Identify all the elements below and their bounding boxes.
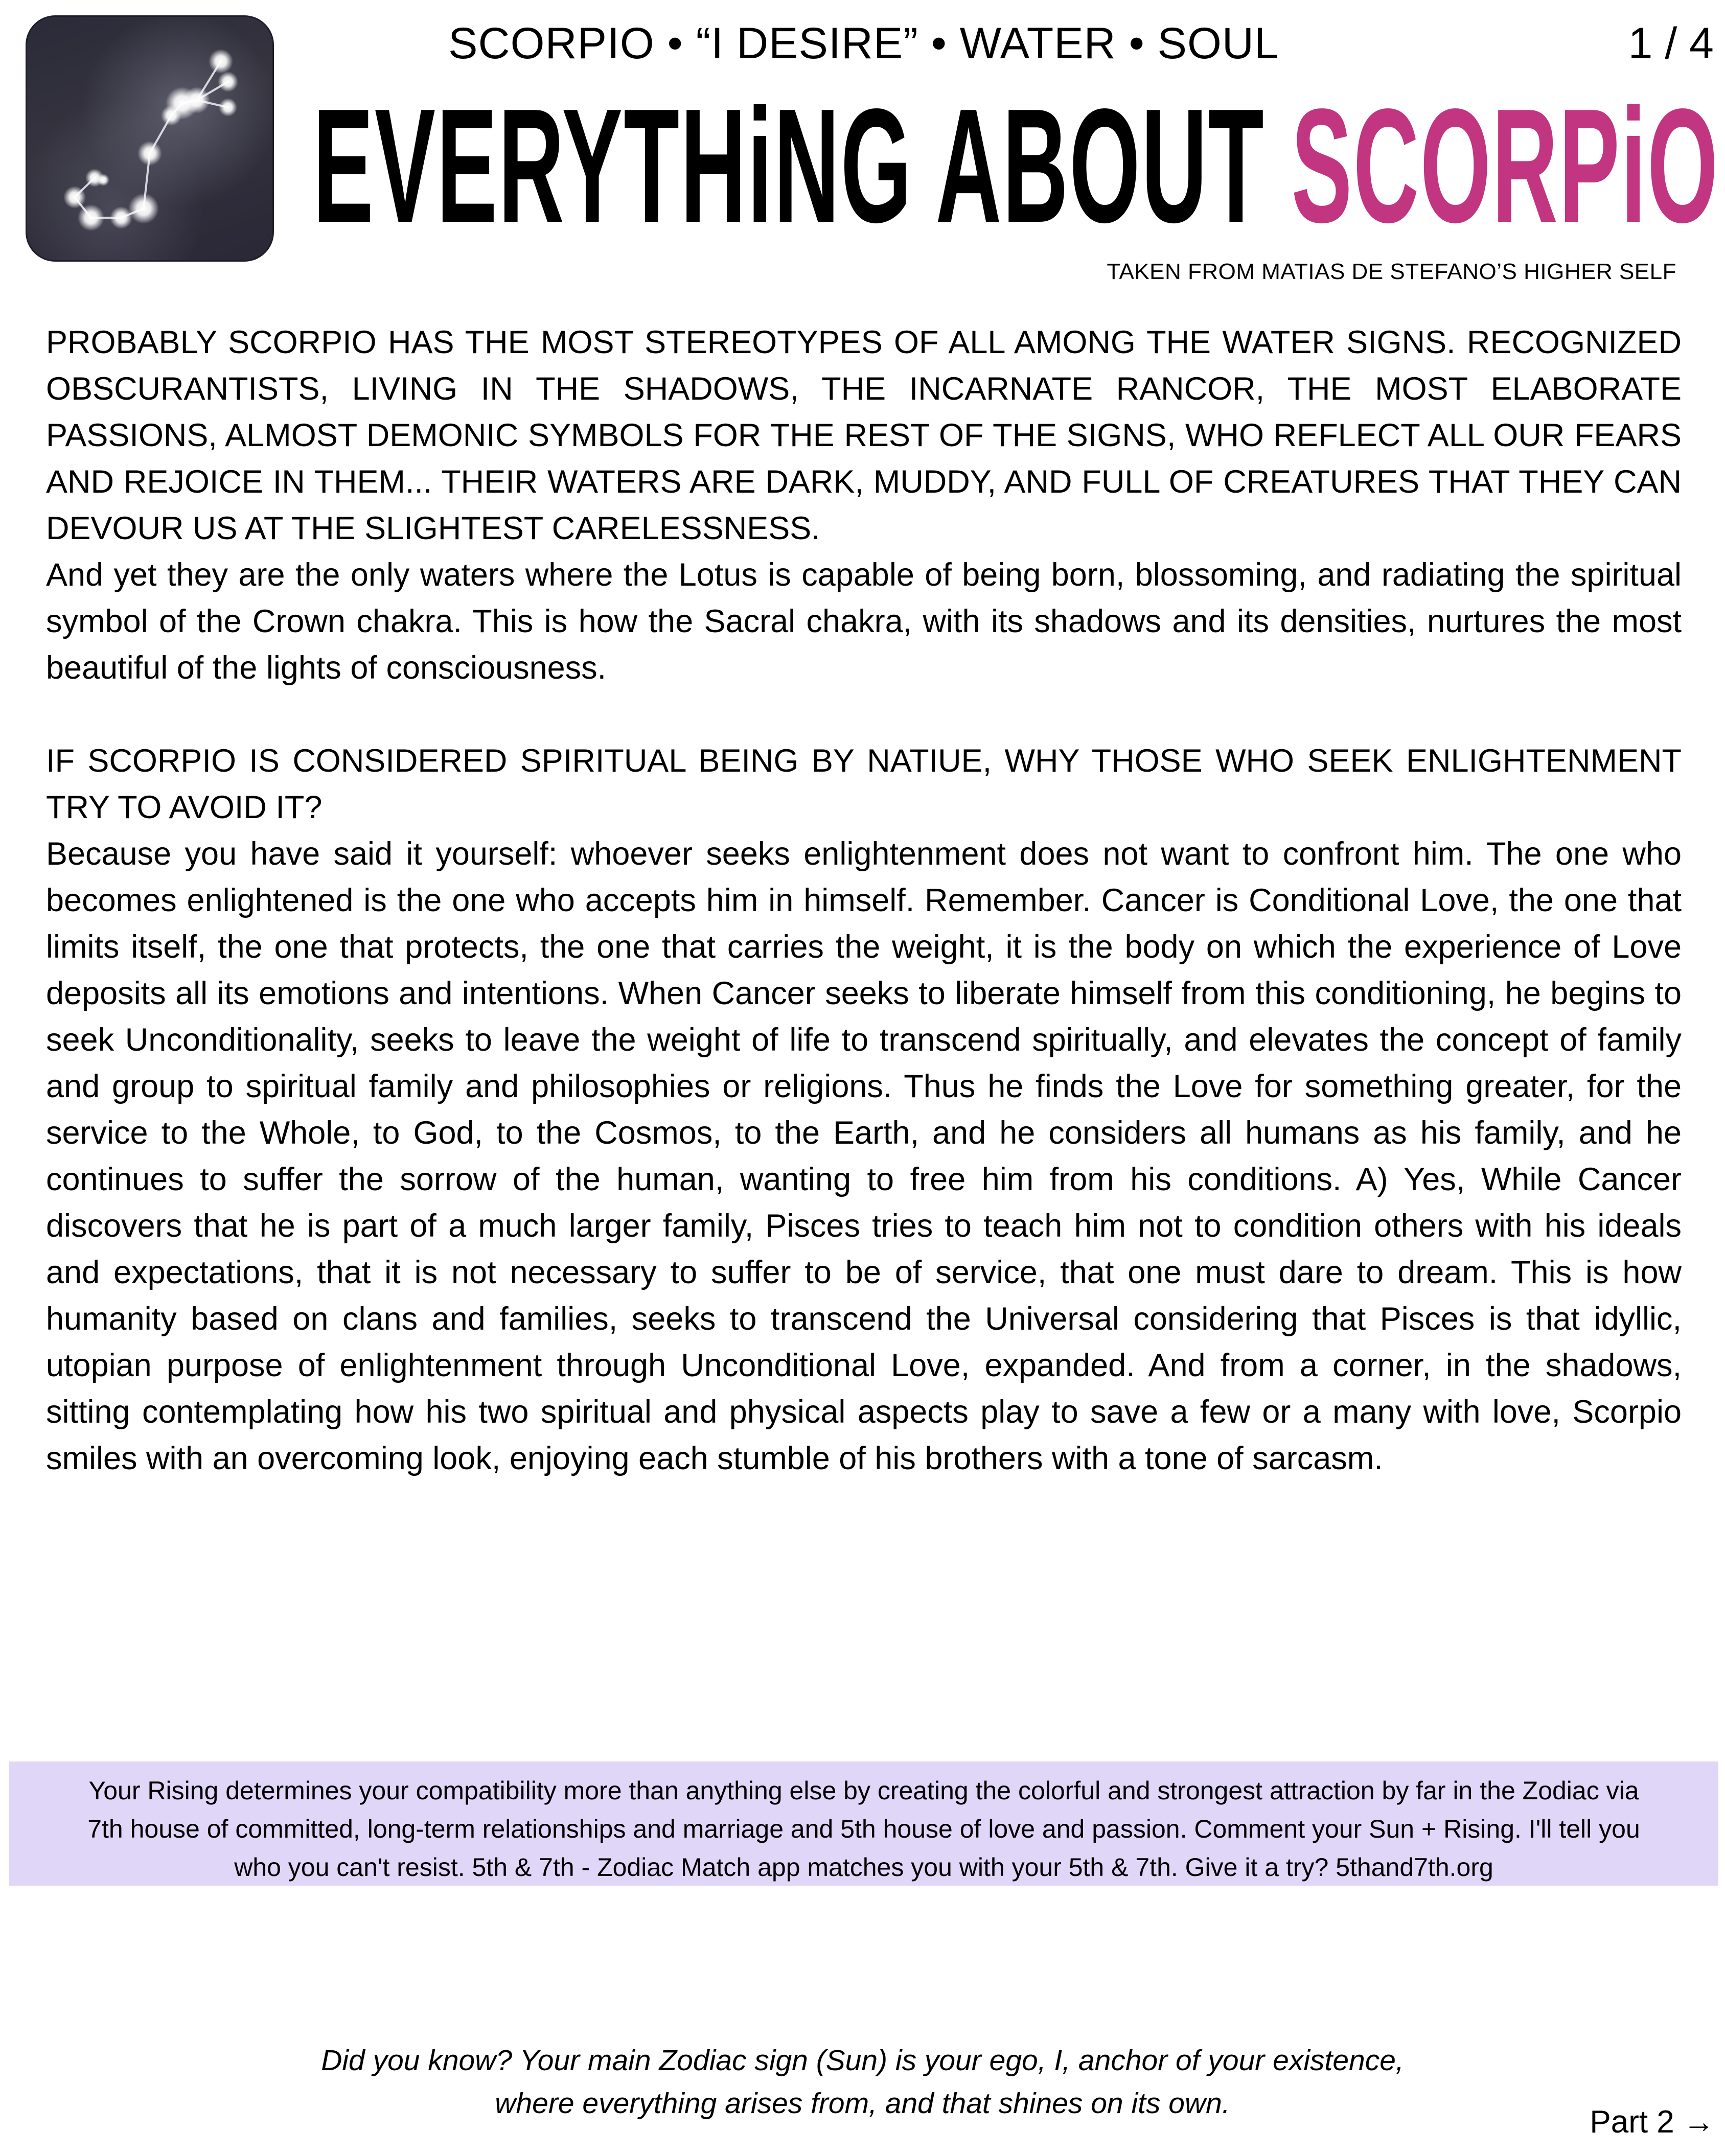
did-you-know-line-2: where everything arises from, and that shines on its own. bbox=[495, 2087, 1230, 2120]
promo-banner-text: Your Rising determines your compatibility more than anything else by creating the colorful and strongest attraction by far in the Zodiac via 7th house of committed, long-term relationships and marriage and 5th house of love and passion. Comment your Sun + Rising. I'll tell you who you can't resist. 5th & 7th - Zodiac Match app matches you with your 5th & 7th. Give it a try? 5thand7th.org bbox=[87, 1776, 1640, 1882]
question-heading: IF SCORPIO IS CONSIDERED SPIRITUAL BEING BY NATIUE, WHY THOSE WHO SEEK ENLIGHTENMENT TRY TO AVOID IT? bbox=[46, 743, 1682, 825]
answer-paragraph: Because you have said it yourself: whoever seeks enlightenment does not want to confront him. The one who becomes enlightened is the one who accepts him in himself. Remember. Cancer is Conditional Love, the one that limits itself, the one that protects, the one that carries the weight, it is the body on which the experience of Love deposits all its emotions and intentions. When Cancer seeks to liberate himself from this conditioning, he begins to seek Unconditionality, seeks to leave the weight of life to transcend spiritually, and elevates the concept of family and group to spiritual family and philosophies or religions. Thus he finds the Love for something greater, for the service to the Whole, to God, to the Cosmos, to the Earth, and he considers all humans as his family, and he continues to suffer the sorrow of the human, wanting to free him from his conditions. A) Yes, While Cancer discovers that he is part of a much larger family, Pisces tries to teach him not to condition others with his ideals and expectations, that it is not necessary to suffer to be of service, that one must dare to dream. This is how humanity based on clans and families, seeks to transcend the Universal considering that Pisces is that idyllic, utopian purpose of enlightenment through Unconditional Love, expanded. And from a corner, in the shadows, sitting contemplating how his two spiritual and physical aspects play to save a few or a many with love, Scorpio smiles with an overcoming look, enjoying each stumble of his brothers with a tone of sarcasm. bbox=[46, 836, 1682, 1476]
source-credit: TAKEN FROM MATIAS DE STEFANO’S HIGHER SELF bbox=[1107, 259, 1676, 284]
page-title bbox=[313, 75, 1719, 257]
next-part-link[interactable]: Part 2 → bbox=[1590, 2104, 1715, 2140]
promo-banner bbox=[9, 1761, 1718, 1886]
intro-caps-paragraph: PROBABLY SCORPIO HAS THE MOST STEREOTYPES OF ALL AMONG THE WATER SIGNS. RECOGNIZED OBSCURANTISTS, LIVING IN THE SHADOWS, THE INCARNATE RANCOR, THE MOST ELABORATE PASSIONS, ALMOST DEMONIC SYMBOLS FOR THE REST OF THE SIGNS, WHO REFLECT ALL OUR FEARS AND REJOICE IN THEM... THEIR WATERS ARE DARK, MUDDY, AND FULL OF CREATURES THAT THEY CAN DEVOUR US AT THE SLIGHTEST CARELESSNESS. bbox=[46, 324, 1682, 546]
did-you-know-line-1: Did you know? Your main Zodiac sign (Sun) is your ego, I, anchor of your existence, bbox=[321, 2044, 1404, 2077]
scorpio-constellation-logo bbox=[26, 15, 274, 262]
sign-tagline: SCORPIO • “I DESIRE” • WATER • SOUL bbox=[448, 19, 1279, 68]
scorpio-constellation-icon bbox=[26, 15, 274, 262]
intro-paragraph: And yet they are the only waters where the Lotus is capable of being born, blossoming, and radiating the spiritual symbol of the Crown chakra. This is how the Sacral chakra, with its shadows and its densities, nurtures the most beautiful of the lights of consciousness. bbox=[46, 557, 1682, 686]
did-you-know-note bbox=[0, 2039, 1725, 2125]
title-prefix: EVERYTHiNG ABOUT bbox=[313, 75, 1292, 257]
article-body bbox=[46, 319, 1682, 1482]
title-accent-sign: SCORPiO bbox=[1291, 75, 1719, 257]
page-counter: 1 / 4 bbox=[1628, 19, 1714, 68]
paragraph-spacer bbox=[46, 691, 1682, 738]
